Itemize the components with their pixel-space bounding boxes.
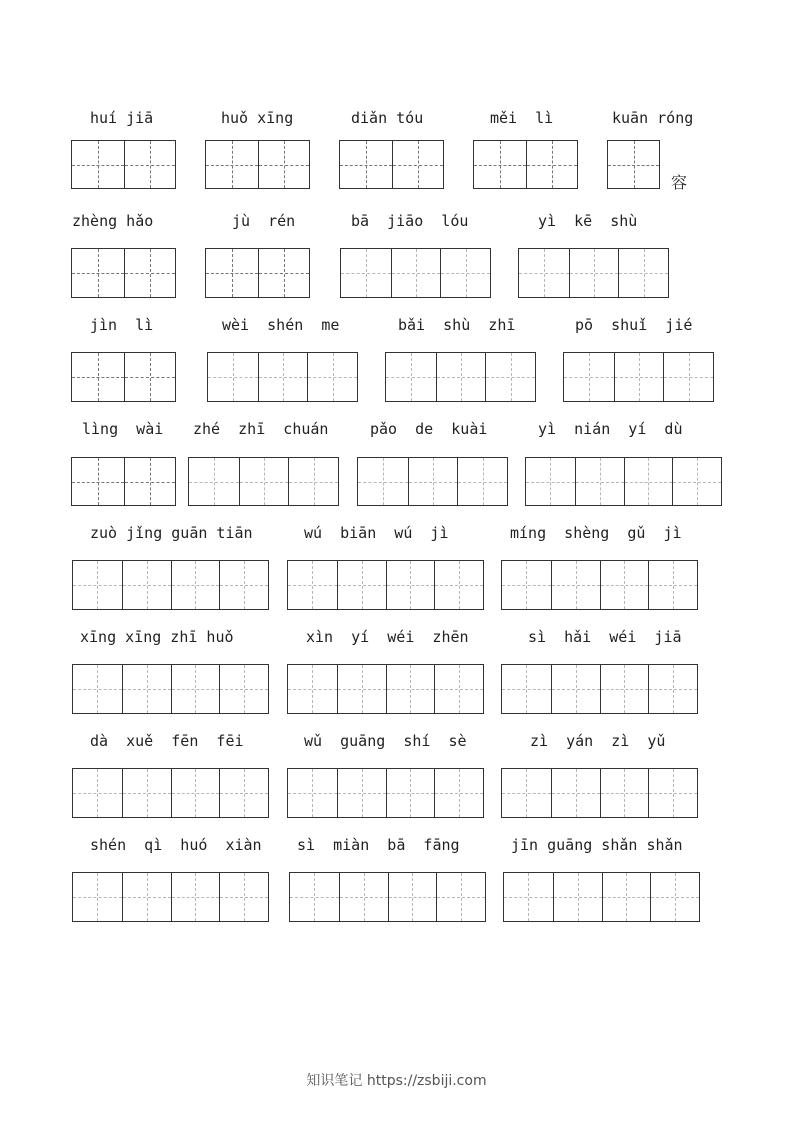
writing-cell[interactable] xyxy=(673,458,722,505)
pinyin-label: yì kē shù xyxy=(538,212,638,230)
writing-cell[interactable] xyxy=(409,458,459,505)
writing-cell[interactable] xyxy=(259,353,309,401)
tianzige-grid xyxy=(289,872,486,922)
tianzige-grid xyxy=(385,352,536,402)
tianzige-grid xyxy=(357,457,508,506)
pinyin-label: huǒ xīng xyxy=(221,109,294,127)
writing-cell[interactable] xyxy=(387,561,436,609)
tianzige-grid xyxy=(207,352,358,402)
writing-cell[interactable] xyxy=(570,249,620,297)
writing-cell[interactable] xyxy=(338,561,387,609)
writing-cell[interactable] xyxy=(649,769,698,817)
writing-cell[interactable] xyxy=(123,561,172,609)
writing-cell[interactable] xyxy=(308,353,358,401)
footer-watermark: 知识笔记 https://zsbiji.com xyxy=(306,1073,487,1089)
tianzige-grid xyxy=(501,768,698,818)
pinyin-label: jīn guāng shǎn shǎn xyxy=(511,836,683,854)
writing-cell[interactable] xyxy=(288,561,338,609)
tianzige-grid xyxy=(72,560,269,610)
writing-cell[interactable] xyxy=(519,249,570,297)
writing-cell[interactable] xyxy=(73,561,123,609)
writing-cell[interactable] xyxy=(123,873,172,921)
writing-cell[interactable] xyxy=(552,665,601,713)
writing-cell[interactable] xyxy=(340,141,393,188)
pinyin-label: lìng wài xyxy=(82,420,164,438)
writing-cell[interactable] xyxy=(123,769,172,817)
pinyin-label: bǎi shù zhī xyxy=(398,316,516,334)
pinyin-label: bā jiāo lóu xyxy=(351,212,469,230)
writing-cell[interactable] xyxy=(72,249,125,297)
pinyin-label: xìn yí wéi zhēn xyxy=(306,628,469,646)
pinyin-label: kuān róng xyxy=(612,109,694,127)
writing-cell[interactable] xyxy=(220,769,269,817)
writing-cell[interactable] xyxy=(340,873,389,921)
tianzige-grid xyxy=(473,140,578,189)
writing-cell[interactable] xyxy=(435,561,484,609)
tianzige-grid xyxy=(205,248,310,298)
tianzige-grid xyxy=(525,457,722,506)
pinyin-label: míng shèng gǔ jì xyxy=(510,524,682,542)
pinyin-label: sì miàn bā fāng xyxy=(297,836,460,854)
writing-cell[interactable] xyxy=(341,249,392,297)
writing-cell[interactable] xyxy=(502,769,552,817)
pinyin-label: huí jiā xyxy=(90,109,154,127)
writing-cell[interactable] xyxy=(603,873,652,921)
pinyin-label: wǔ guāng shí sè xyxy=(304,732,467,750)
tianzige-grid xyxy=(188,457,339,506)
writing-cell[interactable] xyxy=(289,458,339,505)
pinyin-label: jìn lì xyxy=(90,316,154,334)
writing-cell[interactable] xyxy=(458,458,508,505)
writing-cell[interactable] xyxy=(220,873,269,921)
tianzige-grid xyxy=(563,352,714,402)
writing-cell[interactable] xyxy=(664,353,714,401)
pinyin-label: zì yán zì yǔ xyxy=(530,732,666,750)
writing-cell[interactable] xyxy=(527,141,579,188)
writing-cell[interactable] xyxy=(259,141,311,188)
pinyin-label: měi lì xyxy=(490,109,554,127)
tianzige-grid xyxy=(607,140,660,189)
tianzige-grid xyxy=(340,248,491,298)
writing-cell[interactable] xyxy=(625,458,674,505)
writing-cell[interactable] xyxy=(206,249,259,297)
tianzige-grid xyxy=(518,248,669,298)
writing-cell[interactable] xyxy=(504,873,554,921)
writing-cell[interactable] xyxy=(526,458,576,505)
writing-cell[interactable] xyxy=(386,353,437,401)
writing-cell[interactable] xyxy=(123,665,172,713)
writing-cell[interactable] xyxy=(358,458,409,505)
writing-cell[interactable] xyxy=(240,458,290,505)
pinyin-label: zuò jǐng guān tiān xyxy=(90,524,253,542)
writing-cell[interactable] xyxy=(73,769,123,817)
pinyin-label: pǎo de kuài xyxy=(370,420,488,438)
writing-cell[interactable] xyxy=(651,873,700,921)
tianzige-grid xyxy=(205,140,310,189)
writing-cell[interactable] xyxy=(72,353,125,401)
pinyin-label: zhé zhī chuán xyxy=(193,420,329,438)
tianzige-grid xyxy=(287,664,484,714)
tianzige-grid xyxy=(339,140,444,189)
tianzige-grid xyxy=(71,140,176,189)
writing-cell[interactable] xyxy=(259,249,311,297)
writing-cell[interactable] xyxy=(435,769,484,817)
writing-cell[interactable] xyxy=(125,249,177,297)
tianzige-grid xyxy=(72,664,269,714)
writing-cell[interactable] xyxy=(502,561,552,609)
writing-cell[interactable] xyxy=(601,665,650,713)
writing-cell[interactable] xyxy=(125,141,177,188)
writing-cell[interactable] xyxy=(608,141,660,188)
tianzige-grid xyxy=(71,457,176,506)
writing-cell[interactable] xyxy=(486,353,536,401)
writing-cell[interactable] xyxy=(392,249,442,297)
writing-cell[interactable] xyxy=(649,665,698,713)
writing-cell[interactable] xyxy=(437,353,487,401)
given-character: 容 xyxy=(671,173,688,192)
tianzige-grid xyxy=(71,248,176,298)
writing-cell[interactable] xyxy=(220,665,269,713)
writing-cell[interactable] xyxy=(435,665,484,713)
writing-cell[interactable] xyxy=(73,665,123,713)
writing-cell[interactable] xyxy=(437,873,486,921)
writing-cell[interactable] xyxy=(72,458,125,505)
pinyin-label: yì nián yí dù xyxy=(538,420,683,438)
pinyin-label: pō shuǐ jié xyxy=(575,316,693,334)
writing-cell[interactable] xyxy=(601,769,650,817)
writing-cell[interactable] xyxy=(338,769,387,817)
pinyin-label: diǎn tóu xyxy=(351,109,424,127)
writing-cell[interactable] xyxy=(72,141,125,188)
writing-cell[interactable] xyxy=(290,873,340,921)
writing-cell[interactable] xyxy=(172,561,221,609)
tianzige-grid xyxy=(287,560,484,610)
writing-cell[interactable] xyxy=(619,249,669,297)
writing-cell[interactable] xyxy=(206,141,259,188)
tianzige-grid xyxy=(287,768,484,818)
pinyin-label: jù rén xyxy=(232,212,296,230)
writing-cell[interactable] xyxy=(172,769,221,817)
tianzige-grid xyxy=(501,664,698,714)
writing-cell[interactable] xyxy=(125,353,177,401)
tianzige-grid xyxy=(72,872,269,922)
pinyin-label: dà xuě fēn fēi xyxy=(90,732,244,750)
writing-cell[interactable] xyxy=(288,769,338,817)
writing-cell[interactable] xyxy=(125,458,177,505)
writing-cell[interactable] xyxy=(393,141,445,188)
writing-cell[interactable] xyxy=(601,561,650,609)
writing-cell[interactable] xyxy=(172,873,221,921)
writing-cell[interactable] xyxy=(552,769,601,817)
tianzige-grid xyxy=(503,872,700,922)
writing-cell[interactable] xyxy=(189,458,240,505)
writing-cell[interactable] xyxy=(649,561,698,609)
tianzige-grid xyxy=(501,560,698,610)
writing-cell[interactable] xyxy=(474,141,527,188)
pinyin-label: xīng xīng zhī huǒ xyxy=(80,628,234,646)
writing-cell[interactable] xyxy=(338,665,387,713)
writing-cell[interactable] xyxy=(576,458,625,505)
writing-cell[interactable] xyxy=(387,769,436,817)
pinyin-label: zhèng hǎo xyxy=(72,212,154,230)
writing-cell[interactable] xyxy=(554,873,603,921)
writing-cell[interactable] xyxy=(502,665,552,713)
writing-cell[interactable] xyxy=(220,561,269,609)
writing-cell[interactable] xyxy=(441,249,491,297)
writing-cell[interactable] xyxy=(73,873,123,921)
writing-cell[interactable] xyxy=(208,353,259,401)
writing-cell[interactable] xyxy=(387,665,436,713)
writing-cell[interactable] xyxy=(389,873,438,921)
tianzige-grid xyxy=(72,768,269,818)
writing-cell[interactable] xyxy=(564,353,615,401)
pinyin-label: wú biān wú jì xyxy=(304,524,449,542)
writing-cell[interactable] xyxy=(615,353,665,401)
pinyin-label: sì hǎi wéi jiā xyxy=(528,628,682,646)
tianzige-grid xyxy=(71,352,176,402)
pinyin-label: wèi shén me xyxy=(222,316,340,334)
writing-cell[interactable] xyxy=(552,561,601,609)
writing-cell[interactable] xyxy=(172,665,221,713)
writing-cell[interactable] xyxy=(288,665,338,713)
pinyin-label: shén qì huó xiàn xyxy=(90,836,262,854)
